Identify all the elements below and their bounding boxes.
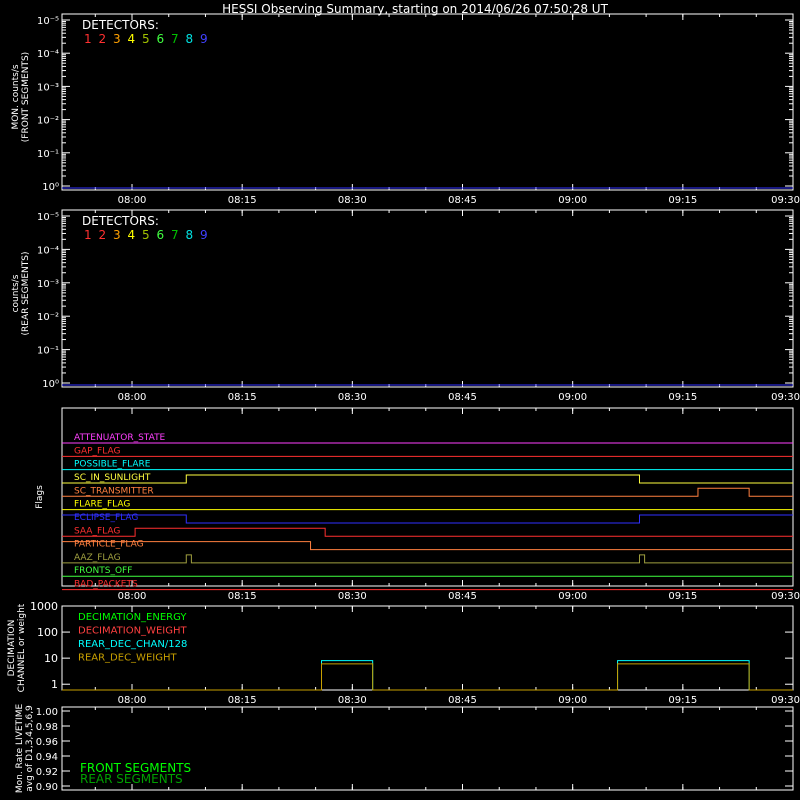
- x-tick-label: 09:30: [771, 392, 800, 403]
- x-tick-label: 08:15: [227, 195, 257, 206]
- x-tick-label: 09:00: [558, 195, 588, 206]
- y-tick-label: 0.94: [35, 752, 58, 763]
- x-tick-label: 09:15: [668, 195, 698, 206]
- flag-line: [62, 539, 793, 550]
- panel-2: [35, 408, 800, 602]
- detectors-label: DETECTORS:: [82, 18, 159, 32]
- x-tick-label: 08:00: [117, 392, 147, 403]
- detector-number: 9: [200, 228, 208, 242]
- x-tick-label: 08:45: [448, 195, 477, 206]
- y-tick-label: 0.92: [35, 767, 58, 778]
- detector-number: 4: [127, 32, 136, 46]
- y-axis-label: [11, 52, 31, 142]
- x-tick-label: 08:30: [337, 195, 367, 206]
- y-axis-label-line: Flags: [35, 485, 45, 509]
- flag-line: [62, 488, 793, 496]
- y-axis-label: [35, 485, 45, 509]
- series-label: DECIMATION_ENERGY: [78, 612, 187, 623]
- detector-number: 7: [171, 32, 179, 46]
- x-tick-label: 08:15: [227, 591, 257, 602]
- detector-number: 1: [84, 228, 92, 242]
- detector-number: 5: [142, 32, 150, 46]
- detector-number: 6: [156, 228, 165, 242]
- flag-label: AAZ_FLAG: [74, 552, 121, 563]
- y-axis-label-line: (FRONT SEGMENTS): [21, 51, 31, 143]
- x-tick-label: 08:15: [227, 695, 257, 706]
- x-tick-label: 09:15: [668, 591, 698, 602]
- y-tick-label: 100: [37, 626, 58, 640]
- x-tick-label: 09:00: [558, 591, 588, 602]
- y-tick-label: 0.98: [35, 722, 58, 733]
- y-tick-label: 1.00: [35, 707, 58, 718]
- flag-label: SAA_FLAG: [74, 526, 121, 537]
- x-tick-label: 08:00: [117, 591, 147, 602]
- flag-label: ATTENUATOR_STATE: [74, 433, 166, 443]
- detector-number: 9: [200, 32, 208, 46]
- flag-label: BAD_PACKETS: [74, 579, 138, 590]
- y-tick-label: 0.90: [35, 782, 58, 793]
- flag-line: [62, 528, 793, 536]
- flag-line: [62, 512, 793, 523]
- y-axis-label-line: CHANNEL or weight: [17, 603, 27, 693]
- panel-4: [15, 704, 793, 794]
- x-tick-label: 08:00: [117, 195, 147, 206]
- y-tick-label: 0.96: [35, 737, 58, 748]
- y-axis-label: [7, 603, 27, 692]
- x-tick-label: 08:00: [117, 695, 147, 706]
- y-tick-label: 10⁻³: [36, 278, 59, 290]
- detector-number: 5: [142, 228, 150, 242]
- series-label: DECIMATION_WEIGHT: [78, 625, 187, 637]
- y-tick-label: 10⁻⁴: [36, 49, 59, 61]
- x-tick-label: 08:45: [448, 695, 477, 706]
- panel-0: [11, 14, 800, 206]
- y-tick-label: 10⁻⁵: [36, 212, 59, 223]
- x-tick-label: 09:15: [668, 695, 698, 706]
- detector-number: 3: [113, 32, 121, 46]
- y-tick-label: 10⁻²: [36, 115, 59, 127]
- detector-number: 1: [84, 32, 92, 46]
- y-tick-label: 1: [51, 678, 58, 692]
- x-tick-label: 09:30: [771, 195, 800, 206]
- flag-label: FLARE_FLAG: [74, 499, 131, 510]
- x-tick-label: 09:00: [558, 392, 588, 403]
- detector-number: 7: [171, 228, 179, 242]
- detectors-label: DETECTORS:: [82, 214, 159, 228]
- y-axis-label: [15, 704, 35, 794]
- y-tick-label: 10⁻²: [36, 312, 59, 324]
- panel-3: [7, 600, 800, 706]
- y-tick-label: 10⁻⁴: [36, 245, 59, 257]
- x-tick-label: 08:30: [337, 392, 367, 403]
- y-tick-label: 10⁻³: [36, 82, 59, 94]
- chart-title: HESSI Observing Summary, starting on 2014/06/26 07:50:28 UT: [222, 2, 608, 16]
- y-axis-label-line: DECIMATION: [7, 619, 17, 677]
- y-tick-label: 10⁻¹: [36, 345, 59, 357]
- x-tick-label: 08:30: [337, 695, 367, 706]
- panel-1: [11, 210, 800, 403]
- y-axis-label-line: avg of D1,3,4,5,6,9: [25, 705, 35, 792]
- y-axis-label-line: counts/s: [11, 274, 21, 313]
- y-axis-label-line: MON. counts/s: [11, 64, 21, 130]
- x-tick-label: 08:15: [227, 392, 257, 403]
- series-label: FRONT SEGMENTS: [80, 761, 192, 775]
- panels-layer: [7, 14, 800, 793]
- y-tick-label: 10⁻⁵: [36, 16, 59, 27]
- x-tick-label: 08:45: [448, 392, 477, 403]
- x-tick-label: 08:30: [337, 591, 367, 602]
- x-tick-label: 09:30: [771, 695, 800, 706]
- flag-line: [62, 552, 793, 563]
- y-tick-label: 1000: [30, 600, 58, 613]
- flag-label: FRONTS_OFF: [74, 566, 133, 577]
- y-tick-label: 10: [44, 652, 58, 666]
- series-label: REAR SEGMENTS: [80, 772, 183, 786]
- x-tick-label: 08:45: [448, 591, 477, 602]
- flag-label: POSSIBLE_FLARE: [74, 459, 151, 470]
- detector-number: 6: [156, 32, 165, 46]
- detector-number: 2: [98, 228, 107, 242]
- series-label: REAR_DEC_CHAN/128: [78, 639, 188, 650]
- x-tick-label: 09:30: [771, 591, 800, 602]
- series-line: [62, 661, 793, 690]
- series-label: REAR_DEC_WEIGHT: [78, 652, 177, 664]
- y-tick-label: 10⁰: [42, 379, 59, 390]
- x-tick-label: 09:15: [668, 392, 698, 403]
- flag-label: ECLIPSE_FLAG: [74, 512, 139, 523]
- detector-number: 8: [185, 32, 194, 46]
- flag-label: PARTICLE_FLAG: [74, 539, 144, 550]
- flag-label: GAP_FLAG: [74, 446, 121, 457]
- flag-label: SC_TRANSMITTER: [74, 486, 154, 497]
- x-tick-label: 09:00: [558, 695, 588, 706]
- flag-line: [62, 472, 793, 483]
- flag-label: SC_IN_SUNLIGHT: [74, 472, 151, 483]
- y-axis-label: [11, 251, 31, 335]
- detector-number: 3: [113, 228, 121, 242]
- y-axis-label-line: Mon. Rate LIVETIME: [15, 703, 25, 794]
- y-tick-label: 10⁻¹: [36, 148, 59, 160]
- detector-number: 8: [185, 228, 194, 242]
- y-tick-label: 10⁰: [42, 182, 59, 193]
- y-axis-label-line: (REAR SEGMENTS): [21, 251, 31, 336]
- detector-number: 2: [98, 32, 107, 46]
- detector-number: 4: [127, 228, 136, 242]
- panel-frame: [62, 408, 793, 586]
- series-line: [62, 664, 793, 690]
